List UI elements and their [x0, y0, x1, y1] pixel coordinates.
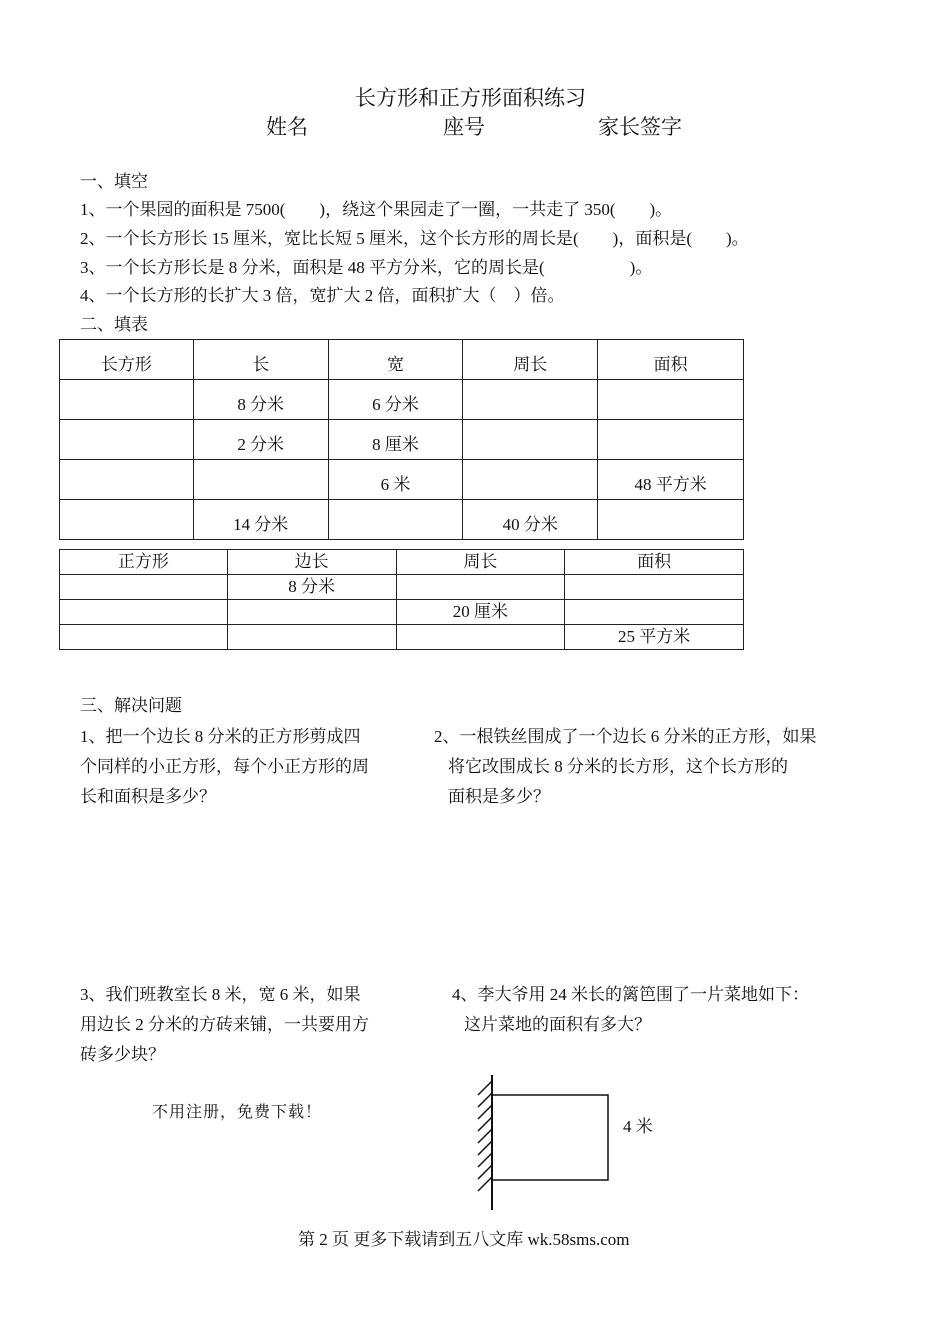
- table-cell: [598, 380, 744, 420]
- table-header: 面积: [565, 550, 744, 575]
- plot-side-label: 4 米: [623, 1117, 653, 1136]
- problem-1: [80, 722, 369, 812]
- table-cell: [565, 575, 744, 600]
- fill-item-3: 3、一个长方形长是 8 分米，面积是 48 平方分米，它的周长是( )。: [80, 258, 653, 277]
- table-row: [60, 380, 744, 420]
- table-header-row: [60, 550, 744, 575]
- problem-1-line: 1、把一个边长 8 分米的正方形剪成四: [80, 727, 361, 746]
- table-row: [60, 500, 744, 540]
- table-row: [60, 625, 744, 650]
- table-header-row: [60, 340, 744, 380]
- section-2-heading: 二、填表: [80, 315, 148, 334]
- table-cell: [565, 600, 744, 625]
- problem-2-line: 2、一根铁丝围成了一个边长 6 分米的正方形，如果: [434, 727, 817, 746]
- table-row: [60, 575, 744, 600]
- parent-signature-label: 家长签字: [598, 115, 682, 139]
- table-cell: [60, 575, 228, 600]
- table-cell: 20 厘米: [396, 600, 565, 625]
- table-header: 边长: [227, 550, 396, 575]
- table-cell: [193, 460, 328, 500]
- table-cell: [60, 500, 194, 540]
- problem-1-line: 长和面积是多少？: [80, 787, 216, 806]
- problem-1-line: 个同样的小正方形，每个小正方形的周: [80, 757, 369, 776]
- wall-hatching: [478, 1081, 492, 1191]
- table-header: 宽: [328, 340, 463, 380]
- table-cell: [598, 420, 744, 460]
- table-cell: [463, 460, 598, 500]
- table-cell: 2 分米: [193, 420, 328, 460]
- table-cell: [60, 380, 194, 420]
- table-cell: [60, 625, 228, 650]
- section-3-heading: 三、解决问题: [80, 696, 182, 715]
- square-table: [59, 549, 744, 650]
- table-cell: 25 平方米: [565, 625, 744, 650]
- problem-2-line: 面积是多少？: [448, 787, 550, 806]
- table-cell: 40 分米: [463, 500, 598, 540]
- table-row: [60, 460, 744, 500]
- fill-item-1: 1、一个果园的面积是 7500( )，绕这个果园走了一圈，一共走了 350( )。: [80, 200, 673, 219]
- page-footer: 第 2 页 更多下载请到五八文库 wk.58sms.com: [298, 1230, 630, 1249]
- table-cell: [463, 380, 598, 420]
- table-row: [60, 600, 744, 625]
- problem-4-line: 这片菜地的面积有多大？: [464, 1015, 651, 1034]
- table-header: 长方形: [60, 340, 194, 380]
- table-cell: 14 分米: [193, 500, 328, 540]
- garden-diagram: [460, 1075, 660, 1215]
- table-cell: 8 分米: [227, 575, 396, 600]
- table-header: 长: [193, 340, 328, 380]
- problem-3-line: 用边长 2 分米的方砖来铺，一共要用方: [80, 1015, 369, 1034]
- download-note: 不用注册，免费下载！: [152, 1102, 323, 1121]
- table-cell: [60, 420, 194, 460]
- table-cell: [328, 500, 463, 540]
- table-header: 面积: [598, 340, 744, 380]
- table-cell: [227, 625, 396, 650]
- problem-3-line: 3、我们班教室长 8 米，宽 6 米，如果: [80, 985, 361, 1004]
- table-cell: [227, 600, 396, 625]
- table-cell: [463, 420, 598, 460]
- table-cell: 6 分米: [328, 380, 463, 420]
- table-header: 周长: [463, 340, 598, 380]
- table-cell: [396, 575, 565, 600]
- table-row: [60, 420, 744, 460]
- name-label: 姓名: [266, 115, 308, 139]
- table-cell: [60, 460, 194, 500]
- problem-3: [80, 980, 369, 1070]
- section-1-heading: 一、填空: [80, 172, 148, 191]
- problem-2-line: 将它改围成长 8 分米的长方形，这个长方形的: [448, 757, 788, 776]
- table-header: 周长: [396, 550, 565, 575]
- problem-2: [434, 722, 817, 812]
- page-title: 长方形和正方形面积练习: [355, 86, 586, 110]
- problem-4: [452, 980, 809, 1040]
- table-cell: 6 米: [328, 460, 463, 500]
- table-header: 正方形: [60, 550, 228, 575]
- vegetable-plot: [492, 1095, 608, 1180]
- table-cell: 48 平方米: [598, 460, 744, 500]
- table-cell: 8 厘米: [328, 420, 463, 460]
- problem-3-line: 砖多少块？: [80, 1045, 165, 1064]
- rectangle-table: [59, 339, 744, 540]
- seat-label: 座号: [443, 115, 485, 139]
- problem-4-line: 4、李大爷用 24 米长的篱笆围了一片菜地如下：: [452, 985, 809, 1004]
- table-cell: [598, 500, 744, 540]
- table-cell: [60, 600, 228, 625]
- table-cell: 8 分米: [193, 380, 328, 420]
- fill-item-2: 2、一个长方形长 15 厘米，宽比长短 5 厘米，这个长方形的周长是( )，面积是( )。: [80, 229, 749, 248]
- fill-item-4: 4、一个长方形的长扩大 3 倍，宽扩大 2 倍，面积扩大（ ）倍。: [80, 286, 565, 305]
- table-cell: [396, 625, 565, 650]
